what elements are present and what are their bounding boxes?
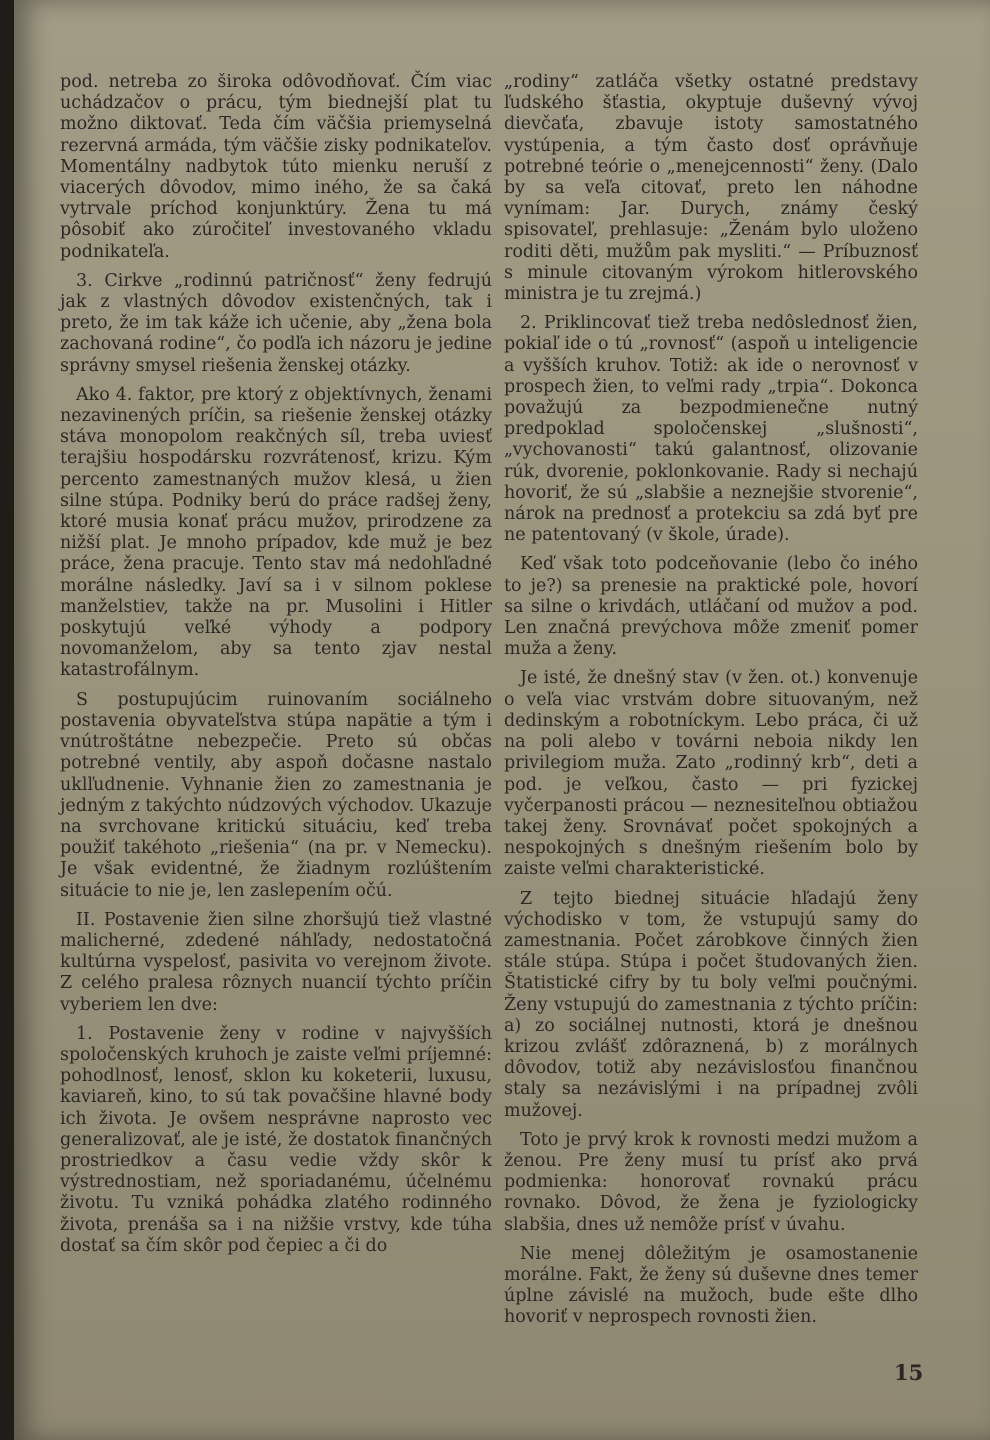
page-number: 15 xyxy=(894,1360,924,1385)
paragraph: Je isté, že dnešný stav (v žen. ot.) konvenuje o veľa viac vrstvám dobre situovaným, než dedinským a robotníckym. Lebo práca, či už na poli alebo v továrni neboia nikdy len privilegiom muža. Zato „rodinný krb“, deti a pod. je veľkou, často — pri fyzickej vyčerpanosti prácou — neznesiteľnou obtiažou takej ženy. Srovnávať počet spokojných a nespokojných s dnešným riešením bolo by zaiste veľmi charakteristické. xyxy=(504,668,918,880)
paragraph: Ako 4. faktor, pre ktorý z objektívnych, ženami nezavinených príčin, sa riešenie ženskej otázky stáva monopolom reakčných síl, treba uviesť terajšiu hospodársku rozvrátenosť, krizu. Kým percento zamestnaných mužov klesá, u žien silne stúpa. Podniky berú do práce radšej ženy, ktoré musia konať prácu mužov, prirodzene za nižší plat. Je mnoho prípadov, kde muž je bez práce, žena pracuje. Tento stav má nedohľadné morálne následky. Javí sa i v silnom poklese manželstiev, takže na pr. Musolini i Hitler poskytujú veľké výhody a podpory novomanželom, aby sa tento zjav nestal katastrofálnym. xyxy=(60,384,492,681)
paragraph: „rodiny“ zatláča všetky ostatné predstavy ľudského šťastia, okyptuje duševný vývoj dievčaťa, zbavuje istoty samostatného vystúpenia, a tým často dosť oprávňuje potrebné teórie o „menejcennosti“ ženy. (Dalo by sa veľa citovať, preto len náhodne vynímam: Jar. Durych, známy český spisovateľ, prehlasuje: „Ženám bylo uloženo roditi děti, mužům pak mysliti.“ — Príbuznosť s minule citovaným výrokom hitlerovského ministra je tu zrejmá.) xyxy=(504,72,918,305)
paragraph: Z tejto biednej situácie hľadajú ženy východisko v tom, že vstupujú samy do zamestnania. Počet zárobkove činných žien stále stúpa. Stúpa i počet študovaných žien. Štatistické cifry by tu boly veľmi poučnými. Ženy vstupujú do zamestnania z týchto príčin: a) zo sociálnej nutnosti, ktorá je dnešnou krizou zvlášť zdôraznená, b) z morálnych dôvodov, totiž aby nezávislosťou finančnou staly sa nezávislými i na prípadnej zvôli mužovej. xyxy=(504,888,918,1121)
paragraph: II. Postavenie žien silne zhoršujú tiež vlastné malicherné, zdedené náhľady, nedostatočná kultúrna vyspelosť, pasivita vo verejnom živote. Z celého pralesa rôznych nuancií týchto príčin vyberiem len dve: xyxy=(60,909,492,1015)
paragraph: Keď však toto podceňovanie (lebo čo iného to je?) sa prenesie na praktické pole, hovorí sa silne o krivdách, utláčaní od mužov a pod. Len značná prevýchova môže zmeniť pomer muža a ženy. xyxy=(504,554,918,660)
paragraph: Toto je prvý krok k rovnosti medzi mužom a ženou. Pre ženy musí tu prísť ako prvá podmienka: honorovať rovnakú prácu rovnako. Dôvod, že žena je fyziologicky slabšia, dnes už nemôže prísť v úvahu. xyxy=(504,1129,918,1235)
paragraph: 1. Postavenie ženy v rodine v najvyšších spoločenských kruhoch je zaiste veľmi príjemné: pohodlnosť, lenosť, sklon ku koketerii, luxusu, kaviareň, kino, to sú tak povačšine hlavné body ich života. Je ovšem nesprávne naprosto vec generalizovať, ale je isté, že dostatok finančných prostriedkov a času vedie vždy skôr k výstrednostiam, než sporiadanému, účelnému životu. Tu vzniká pohádka zlatého rodinného života, prenáša sa i na nižšie vrstvy, kde túha dostať sa čím skôr pod čepiec a či do xyxy=(60,1023,492,1256)
paragraph: 3. Cirkve „rodinnú patričnosť“ ženy fedrujú jak z vlastných dôvodov existenčných, tak i preto, že im tak káže ich učenie, aby „žena bola zachovaná rodine“, čo podľa ich názoru je jedine správny smysel riešenia ženskej otázky. xyxy=(60,270,492,376)
paragraph: pod. netreba zo široka odôvodňovať. Čím viac uchádzačov o prácu, tým biednejší plat tu možno diktovať. Teda čím väčšia priemyselná rezervná armáda, tým väčšie zisky podnikateľov. Momentálny nadbytok túto mienku neruší z viacerých dôvodov, mimo iného, že sa čaká vytrvale príchod konjunktúry. Žena tu má pôsobiť ako zúročiteľ investovaného vkladu podnikateľa. xyxy=(60,72,492,262)
paragraph: Nie menej dôležitým je osamostanenie morálne. Fakt, že ženy sú duševne dnes temer úplne závislé na mužoch, bude ešte dlho hovoriť v neprospech rovnosti žien. xyxy=(504,1243,918,1328)
magazine-page xyxy=(14,0,990,1440)
paragraph: 2. Priklincovať tiež treba nedôslednosť žien, pokiaľ ide o tú „rovnosť“ (aspoň u inteligencie a vyšších kruhov. Totiž: ak ide o nerovnosť v prospech žien, to veľmi rady „trpia“. Dokonca považujú za bezpodmienečne nutný predpoklad spoločenskej „slušnosti“, „vychovanosti“ takú galantnosť, olizovanie rúk, dvorenie, poklonkovanie. Rady si nechajú hovoriť, že sú „slabšie a neznejšie stvorenie“, nárok na prednosť a protekciu sa zdá byť pre ne patentovaný (v škole, úrade). xyxy=(504,313,918,546)
paragraph: S postupujúcim ruinovaním sociálneho postavenia obyvateľstva stúpa napätie a tým i vnútroštátne nebezpečie. Preto sú občas potrebné ventily, aby aspoň dočasne nastalo uklľudnenie. Vyhnanie žien zo zamestnania je jedným z takýchto núdzových východov. Ukazuje na svrchovane kritickú situáciu, keď treba použiť takéhoto „riešenia“ (na pr. v Nemecku). Je však evidentné, že žiadnym rozlúštením situácie to nie je, len zaslepením očú. xyxy=(60,689,492,901)
left-text-column xyxy=(60,72,492,1265)
right-text-column xyxy=(504,72,918,1337)
